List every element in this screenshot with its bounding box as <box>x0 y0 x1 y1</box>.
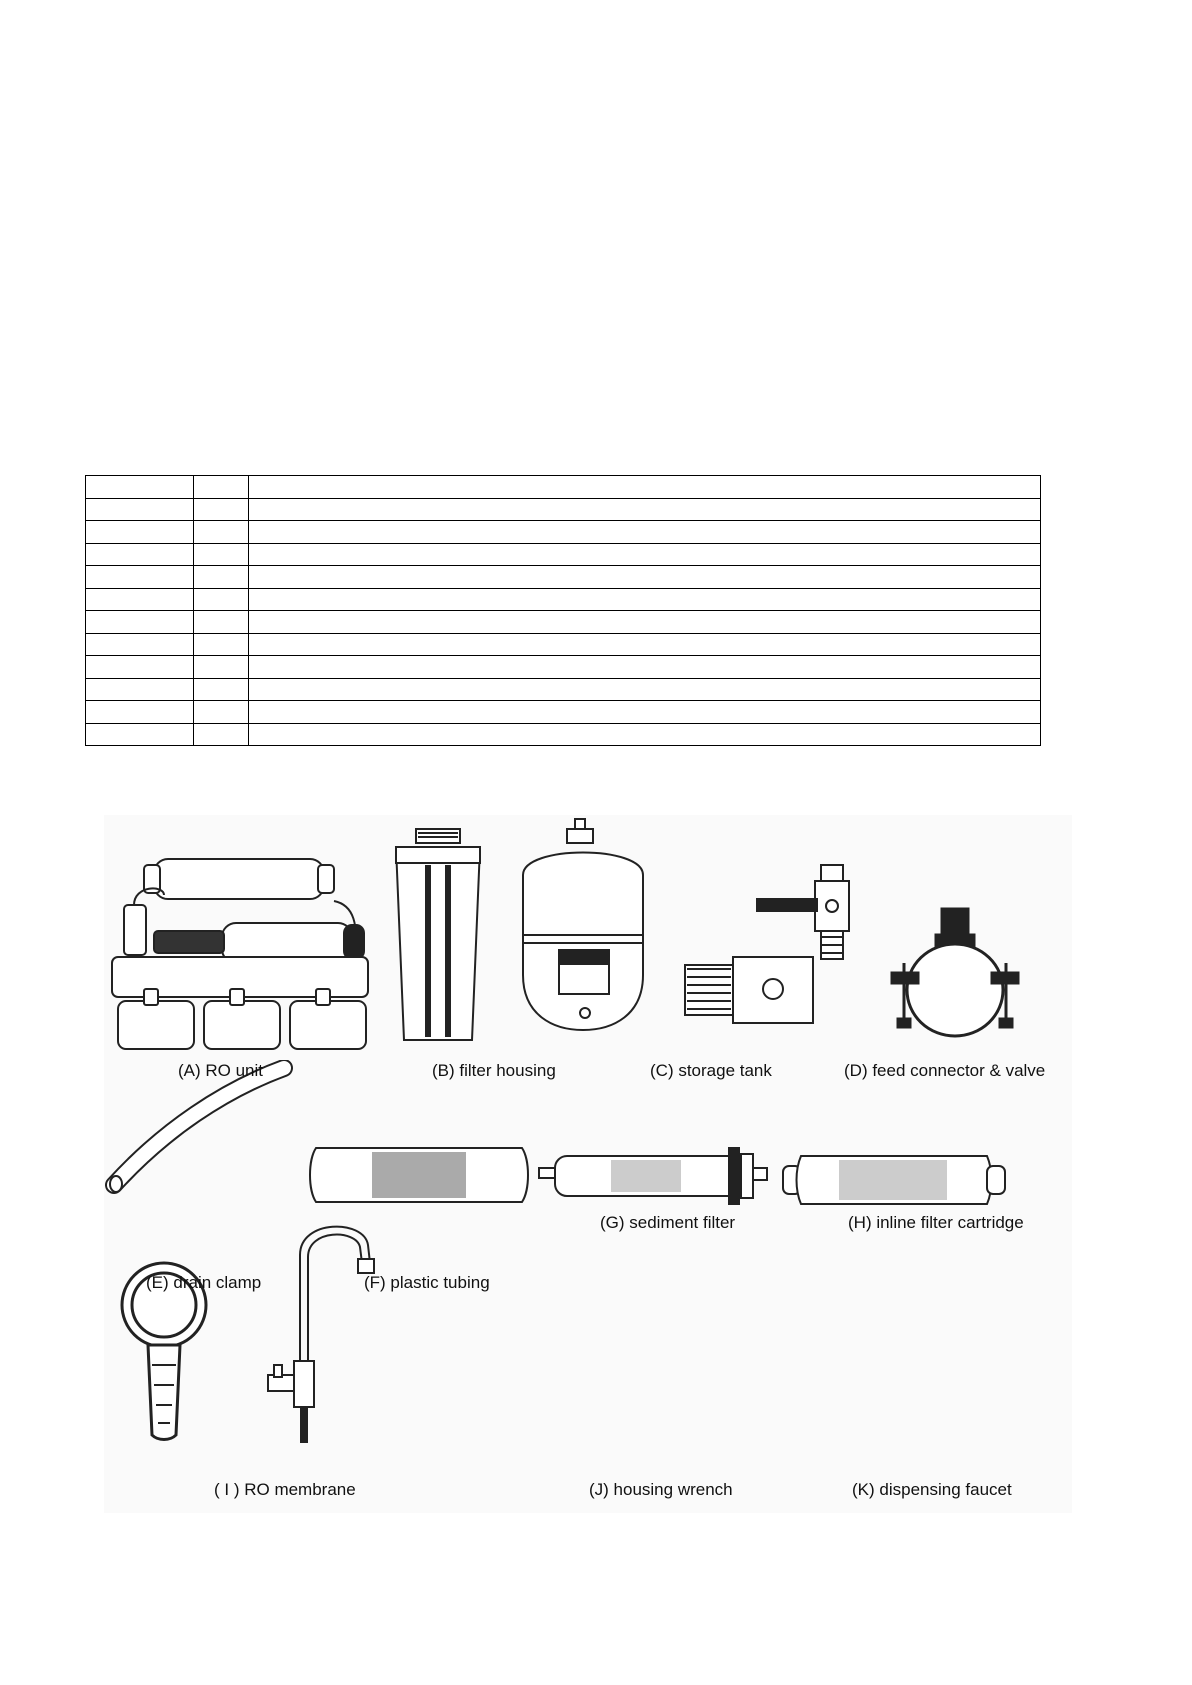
table-cell <box>249 678 1041 701</box>
table-cell <box>194 633 249 656</box>
table-row <box>86 521 1041 544</box>
caption-sediment-filter: (G) sediment filter <box>600 1213 736 1232</box>
table-cell <box>194 611 249 634</box>
table-row <box>86 588 1041 611</box>
table-row <box>86 656 1041 679</box>
table-row <box>86 476 1041 499</box>
table-cell <box>194 588 249 611</box>
table-cell <box>86 656 194 679</box>
storage-tank-icon <box>493 815 673 1055</box>
table-cell <box>86 678 194 701</box>
drain-clamp-icon <box>882 905 1032 1055</box>
inline-filter-cartridge-icon <box>535 1140 775 1210</box>
caption-ro-membrane: ( I ) RO membrane <box>214 1480 356 1499</box>
table-cell <box>86 633 194 656</box>
components-figure <box>104 815 1072 1513</box>
table-row <box>86 678 1041 701</box>
table-cell <box>249 723 1041 746</box>
table-cell <box>86 723 194 746</box>
table-cell <box>194 498 249 521</box>
table-cell <box>86 566 194 589</box>
table-cell <box>194 566 249 589</box>
table-row <box>86 611 1041 634</box>
table-cell <box>249 588 1041 611</box>
ro-unit-icon <box>104 845 384 1055</box>
table-cell <box>249 701 1041 724</box>
table-cell <box>249 611 1041 634</box>
table-cell <box>194 678 249 701</box>
caption-plastic-tubing: (F) plastic tubing <box>364 1273 490 1292</box>
table-cell <box>86 701 194 724</box>
parts-table <box>85 475 1041 746</box>
table-row <box>86 701 1041 724</box>
table-cell <box>194 701 249 724</box>
table-cell <box>249 476 1041 499</box>
table-cell <box>249 498 1041 521</box>
caption-storage-tank: (C) storage tank <box>650 1061 772 1080</box>
table-cell <box>249 656 1041 679</box>
table-cell <box>86 498 194 521</box>
sediment-filter-icon <box>308 1140 530 1210</box>
table-row <box>86 633 1041 656</box>
table-row <box>86 723 1041 746</box>
table-cell <box>194 656 249 679</box>
caption-dispensing-faucet: (K) dispensing faucet <box>852 1480 1012 1499</box>
table-cell <box>249 566 1041 589</box>
table-cell <box>194 723 249 746</box>
feed-connector-valve-icon <box>677 855 877 1055</box>
table-cell <box>86 521 194 544</box>
caption-inline-filter-cartridge: (H) inline filter cartridge <box>848 1213 1024 1232</box>
table-row <box>86 566 1041 589</box>
ro-membrane-icon <box>779 1150 1009 1210</box>
caption-ro-unit: (A) RO unit <box>178 1061 264 1080</box>
caption-drain-clamp: (E) drain clamp <box>146 1273 262 1292</box>
table-cell <box>249 543 1041 566</box>
caption-housing-wrench: (J) housing wrench <box>589 1480 733 1499</box>
plastic-tubing-icon <box>104 1060 304 1210</box>
table-cell <box>194 543 249 566</box>
caption-feed-connector-valve: (D) feed connector & valve <box>844 1061 1046 1080</box>
table-cell <box>86 543 194 566</box>
table-cell <box>249 521 1041 544</box>
table-cell <box>86 588 194 611</box>
table-cell <box>86 611 194 634</box>
table-row <box>86 498 1041 521</box>
table-cell <box>194 521 249 544</box>
dispensing-faucet-icon <box>228 1215 398 1445</box>
table-row <box>86 543 1041 566</box>
table-cell <box>249 633 1041 656</box>
table-cell <box>194 476 249 499</box>
caption-filter-housing: (B) filter housing <box>432 1061 556 1080</box>
filter-housing-icon <box>388 825 488 1055</box>
table-cell <box>86 476 194 499</box>
